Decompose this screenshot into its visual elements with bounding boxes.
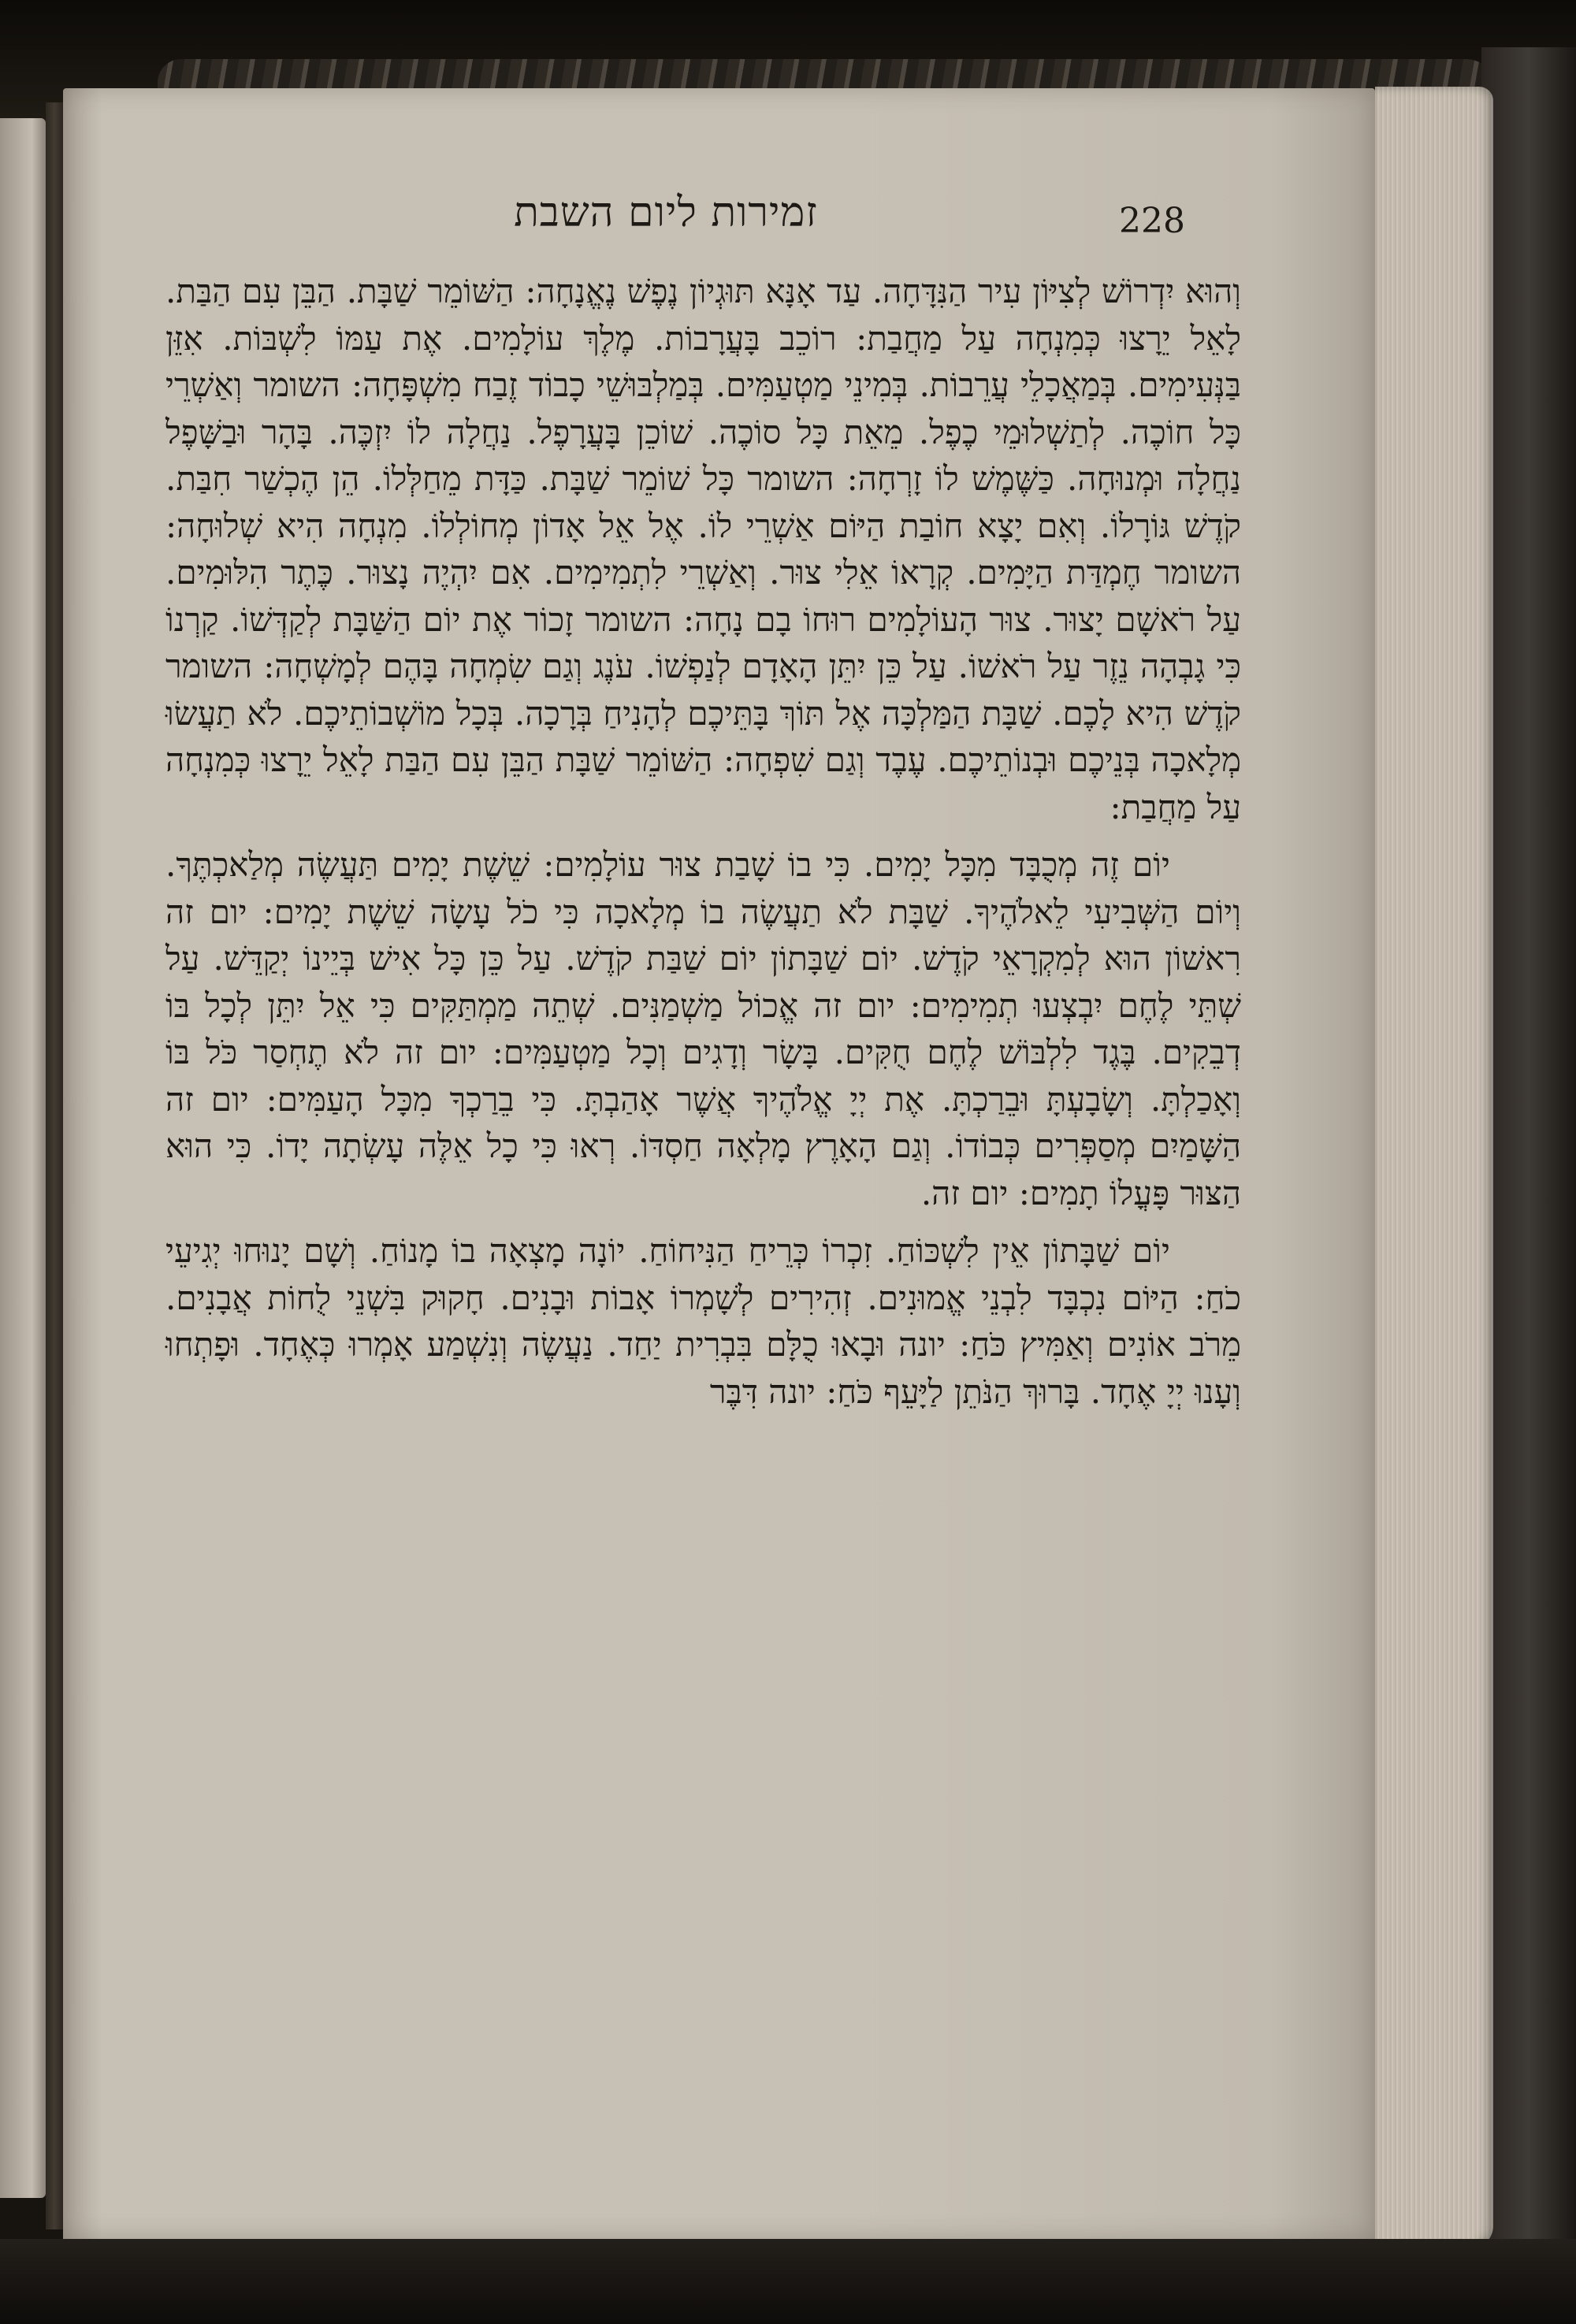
page-number: 228 (1119, 201, 1185, 241)
paragraph: יוֹם שַׁבָּתוֹן אֵין לִשְׁכּוֹחַ. זִכְרוֹ כְּרֵיחַ הַנִּיחוֹחַ. יוֹנָה מָצְאָה בוֹ מָנוֹחַ. וְשָׁם יָנוּחוּ יְגִיעֵי כֹחַ: הַיּוֹם נִכְבָּד לִבְנֵי אֱמוּנִים. זְהִירִים לְשָׁמְרוֹ אָבוֹת וּבָנִים. חָקוּק בִּשְׁנֵי לֻחוֹת אֲבָנִים. מֵרֹב אוֹנִים וְאַמִּיץ כֹּחַ: יונה וּבָאוּ כֻלָּם בִּבְרִית יַחַד. נַעֲשֶׂה וְנִשְׁמַע אָמְרוּ כְּאֶחָד. וּפָתְחוּ וְעָנוּ יְיָ אֶחָד. בָּרוּךְ הַנֹּתֵן לַיָּעֵף כֹּחַ: יונה דִּבֶּר (165, 1231, 1241, 1411)
left-page-edge (0, 118, 46, 2198)
paragraph: וְהוּא יִדְרוֹשׁ לְצִיּוֹן עִיר הַנִּדָּחָה. עַד אָנָּא תּוּגְיוֹן נֶפֶשׁ נֶאֱנָחָה: הַשּׁוֹמֵר שַׁבָּת. הַבֵּן עִם הַבַּת. לָאֵל יֵרָצוּ כְּמִנְחָה עַל מַחֲבַת: רוֹכֵב בָּעֲרָבוֹת. מֶלֶךְ עוֹלָמִים. אֶת עַמּוֹ לִשְׁבּוֹת. אִזֵּן בַּנְּעִימִים. בְּמַאֲכָלֵי עֲרֵבוֹת. בְּמִינֵי מַטְעַמִּים. בְּמַלְבּוּשֵׁי כָבוֹד זֶבַח מִשְׁפָּחָה: השומר וְאַשְׁרֵי כָּל חוֹכֶה. לְתַשְׁלוּמֵי כֶפֶל. מֵאֵת כָּל סוֹכֶה. שׁוֹכֵן בָּעֲרָפֶל. נַחֲלָה לוֹ יִזְכֶּה. בָּהָר וּבַשָּׁפֶל נַחֲלָה וּמְנוּחָה. כַּשֶּׁמֶשׁ לוֹ זָרְחָה: השומר כָּל שׁוֹמֵר שַׁבָּת. כַּדָּת מֵחַלְּלוֹ. הֵן הֶכְשַׁר חִבַּת. קֹדֶשׁ גּוֹרָלוֹ. וְאִם יָצָא חוֹבַת הַיּוֹם אַשְׁרֵי לוֹ. אֶל אֵל אָדוֹן מְחוֹלְלוֹ. מִנְחָה הִיא שְׁלוּחָה: השומר חֶמְדַּת הַיָּמִים. קְרָאוֹ אֵלִי צוּר. וְאַשְׁרֵי לִתְמִימִים. אִם יִהְיֶה נָצוּר. כֶּתֶר הִלּוּמִים. עַל רֹאשָׁם יָצוּר. צוּר הָעוֹלָמִים רוּחוֹ בָם נָחָה: השומר זָכוֹר אֶת יוֹם הַשַּׁבָּת לְקַדְּשׁוֹ. קַרְנוֹ כִּי גָבְהָה נֵזֶר עַל רֹאשׁוֹ. עַל כֵּן יִתֵּן הָאָדָם לְנַפְשׁוֹ. עֹנֶג וְגַם שִׂמְחָה בָּהֶם לְמָשְׁחָה: השומר קֹדֶשׁ הִיא לָכֶם. שַׁבָּת הַמַּלְכָּה אֶל תּוֹךְ בָּתֵּיכֶם לְהָנִיחַ בְּרָכָה. בְּכָל מוֹשְׁבוֹתֵיכֶם. לֹא תַעֲשׂוּ מְלָאכָה בְּנֵיכֶם וּבְנוֹתֵיכֶם. עֶבֶד וְגַם שִׁפְחָה: הַשּׁוֹמֵר שַׁבָּת הַבֵּן עִם הַבַּת לָאֵל יֵרָצוּ כְּמִנְחָה עַל מַחֲבַת: (165, 272, 1242, 826)
background-bottom (0, 2239, 1576, 2324)
page-stack-edges (1375, 87, 1493, 2249)
page-header-title: זמירות ליום השבת (514, 189, 818, 236)
book-gutter (46, 102, 63, 2229)
book-cover-right (1481, 47, 1576, 2308)
page-body (165, 268, 1241, 2190)
paragraph: יוֹם זֶה מְכֻבָּד מִכָּל יָמִים. כִּי בוֹ שָׁבַת צוּר עוֹלָמִים: שֵׁשֶׁת יָמִים תַּעֲשֶׂה מְלַאכְתֶּךָ. וְיוֹם הַשְּׁבִיעִי לֵאלֹהֶיךָ. שַׁבָּת לֹא תַעֲשֶׂה בוֹ מְלָאכָה כִּי כֹל עָשָׂה שֵׁשֶׁת יָמִים: יום זה רִאשׁוֹן הוּא לְמִקְרָאֵי קֹדֶשׁ. יוֹם שַׁבָּתוֹן יוֹם שַׁבַּת קֹדֶשׁ. עַל כֵּן כָּל אִישׁ בְּיֵינוֹ יְקַדֵּשׁ. עַל שְׁתֵּי לֶחֶם יִבְצְעוּ תְמִימִים: יום זה אֱכוֹל מַשְׁמַנִּים. שְׁתֵה מַמְתַּקִּים כִּי אֵל יִתֵּן לְכָל בּוֹ דְבֵקִים. בֶּגֶד לִלְבּוֹשׁ לֶחֶם חֻקִּים. בָּשָׂר וְדָגִים וְכָל מַטְעַמִּים: יום זה לֹא תֶחְסַר כֹּל בּוֹ וְאָכַלְתָּ. וְשָׂבָעְתָּ וּבֵרַכְתָּ. אֶת יְיָ אֱלֹהֶיךָ אֲשֶׁר אָהַבְתָּ. כִּי בֵרַכְךָ מִכָּל הָעַמִּים: יום זה הַשָּׁמַיִם מְסַפְּרִים כְּבוֹדוֹ. וְגַם הָאָרֶץ מָלְאָה חַסְדּוֹ. רְאוּ כִּי כָל אֵלֶּה עָשְׂתָה יָדוֹ. כִּי הוּא הַצּוּר פָּעֳלוֹ תָמִים: יום זה. (165, 845, 1241, 1212)
